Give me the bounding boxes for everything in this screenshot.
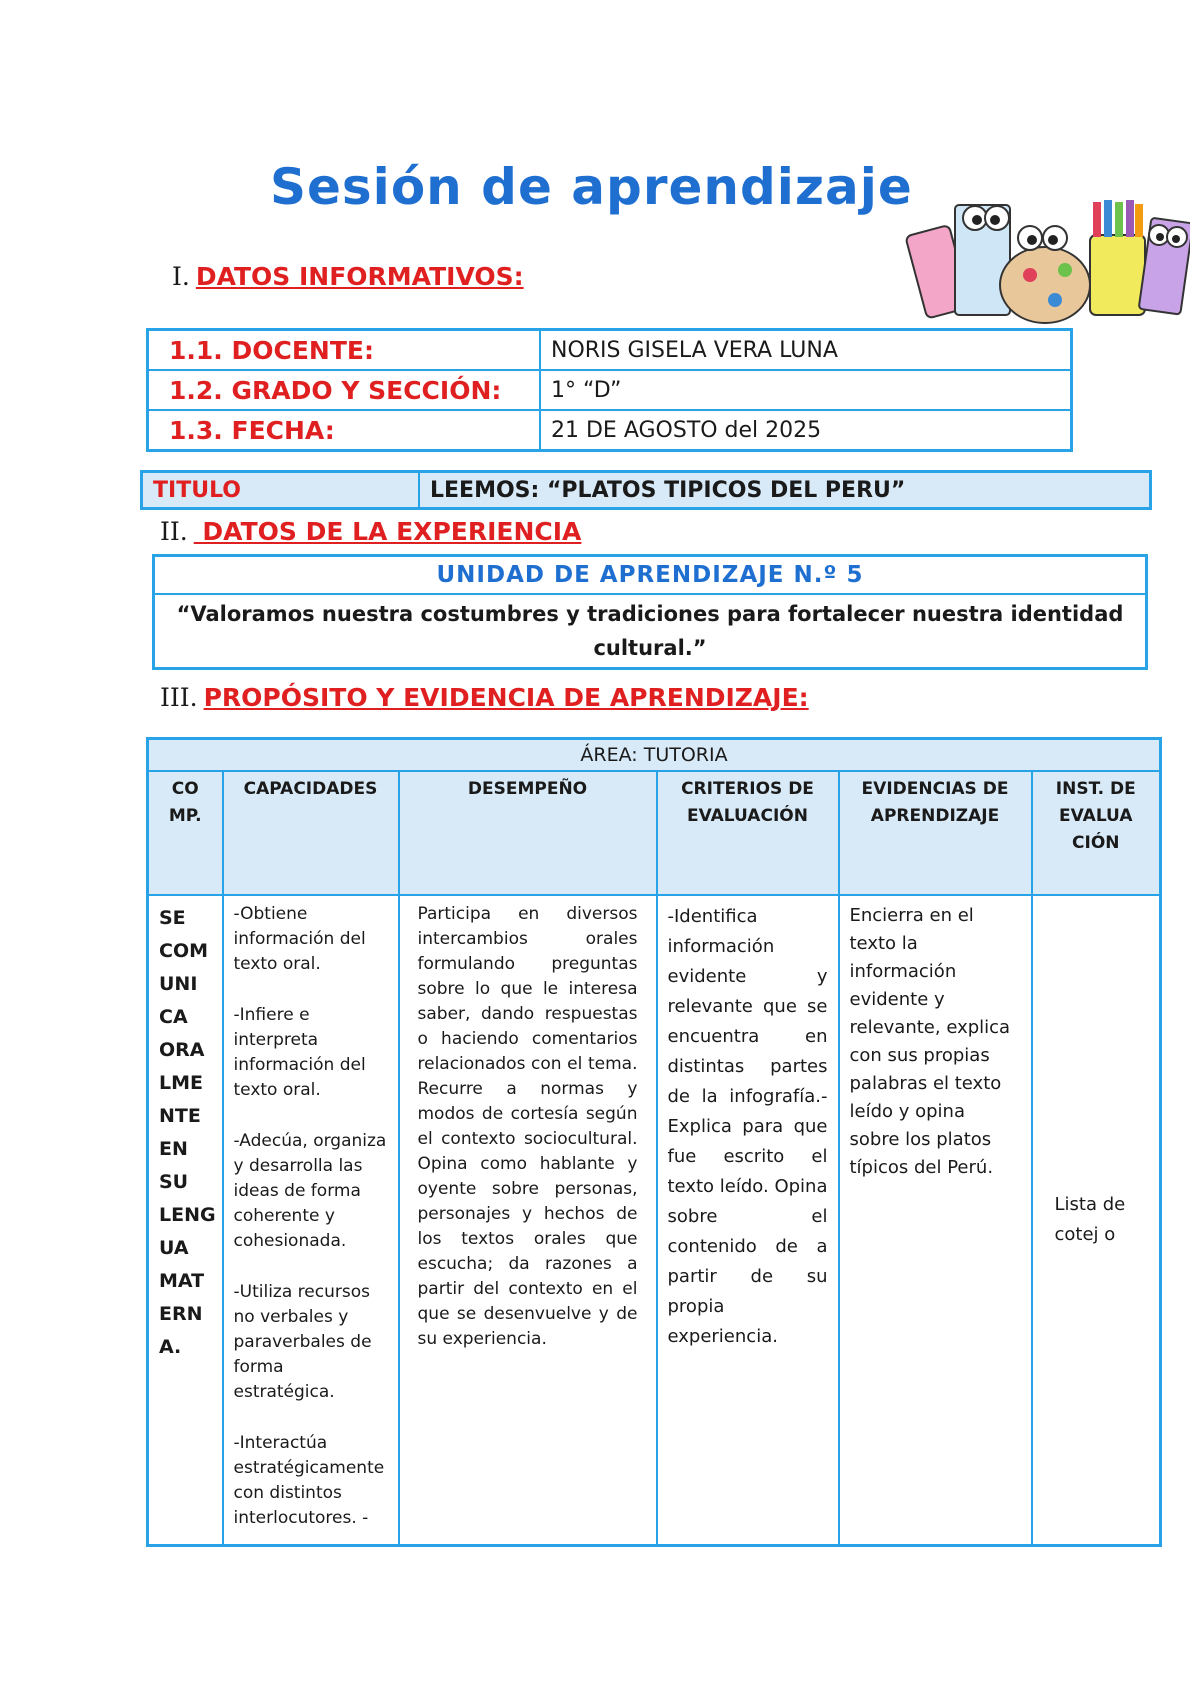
unidad-heading: UNIDAD DE APRENDIZAJE N.º 5 <box>154 556 1147 595</box>
capacidad-item: -Adecúa, organiza y desarrolla las ideas de forma coherente y cohesionada. <box>233 1131 387 1251</box>
criterios-cell: -Identifica información evidente y relevante que se encuentra en distintas partes de la infografía.- Explica para que fue escrito el texto leído. Opina sobre el contenido de a partir de su propia experiencia. <box>657 895 839 1545</box>
header-instrumento: INST. DE EVALUA CIÓN <box>1032 771 1161 895</box>
titulo-label: TITULO <box>142 472 420 509</box>
section-number: III. <box>160 683 198 712</box>
titulo-table <box>140 470 1152 510</box>
table-row <box>148 330 1072 371</box>
fecha-value: 21 DE AGOSTO del 2025 <box>540 410 1072 451</box>
unidad-table <box>152 554 1148 670</box>
section-proposito <box>160 683 809 712</box>
evidencias-cell: Encierra en el texto la información evidente y relevante, explica con sus propias palabras el texto leído y opina sobre los platos típicos del Perú. <box>839 895 1032 1545</box>
section-number: I. <box>172 262 190 291</box>
instrumento-cell: Lista de cotej o <box>1032 895 1161 1545</box>
section-datos-experiencia <box>160 517 581 546</box>
header-evidencias: EVIDENCIAS DE APRENDIZAJE <box>839 771 1032 895</box>
grado-value: 1° “D” <box>540 370 1072 410</box>
table-row <box>148 410 1072 451</box>
header-desempeno: DESEMPEÑO <box>399 771 657 895</box>
desempeno-cell: Participa en diversos intercambios orales formulando preguntas sobre lo que le interesa saber, dando respuestas o haciendo comentarios relacionados con el tema. Recurre a normas y modos de cortesía según el contexto sociocultural. Opina como hablante y oyente sobre personas, personajes y hechos de los textos orales que escucha; da razones a partir del contexto en el que se desenvuelve y de su experiencia. <box>399 895 657 1545</box>
info-table <box>146 328 1073 452</box>
page-title: Sesión de aprendizaje <box>270 158 913 216</box>
header-capacidades: CAPACIDADES <box>223 771 399 895</box>
docente-value: NORIS GISELA VERA LUNA <box>540 330 1072 371</box>
section-label: DATOS INFORMATIVOS: <box>195 262 524 291</box>
capacidad-item: -Obtiene información del texto oral. <box>233 904 366 974</box>
docente-label: 1.1. DOCENTE: <box>148 330 541 371</box>
section-label: DATOS DE LA EXPERIENCIA <box>193 517 582 546</box>
section-label: PROPÓSITO Y EVIDENCIA DE APRENDIZAJE: <box>203 683 809 712</box>
titulo-value: LEEMOS: “PLATOS TIPICOS DEL PERU” <box>419 472 1151 509</box>
fecha-label: 1.3. FECHA: <box>148 410 541 451</box>
capacidad-item: -Utiliza recursos no verbales y paraverbales de forma estratégica. <box>233 1282 372 1402</box>
area-title: ÁREA: TUTORIA <box>148 739 1161 772</box>
capacidades-cell <box>223 895 399 1545</box>
section-datos-informativos <box>172 262 524 291</box>
grado-label: 1.2. GRADO Y SECCIÓN: <box>148 370 541 410</box>
area-table <box>146 737 1162 1547</box>
unidad-text: “Valoramos nuestra costumbres y tradiciones para fortalecer nuestra identidad cultural.” <box>154 594 1147 669</box>
competencia-cell: SE COM UNI CA ORA LME NTE EN SU LENG UA MAT ERN A. <box>148 895 223 1545</box>
header-criterios: CRITERIOS DE EVALUACIÓN <box>657 771 839 895</box>
section-number: II. <box>160 517 188 546</box>
capacidad-item: -Infiere e interpreta información del texto oral. <box>233 1005 366 1100</box>
table-row <box>148 370 1072 410</box>
capacidad-item: -Interactúa estratégicamente con distintos interlocutores. - <box>233 1433 385 1528</box>
school-supplies-illustration <box>905 190 1190 325</box>
header-comp: CO MP. <box>148 771 223 895</box>
